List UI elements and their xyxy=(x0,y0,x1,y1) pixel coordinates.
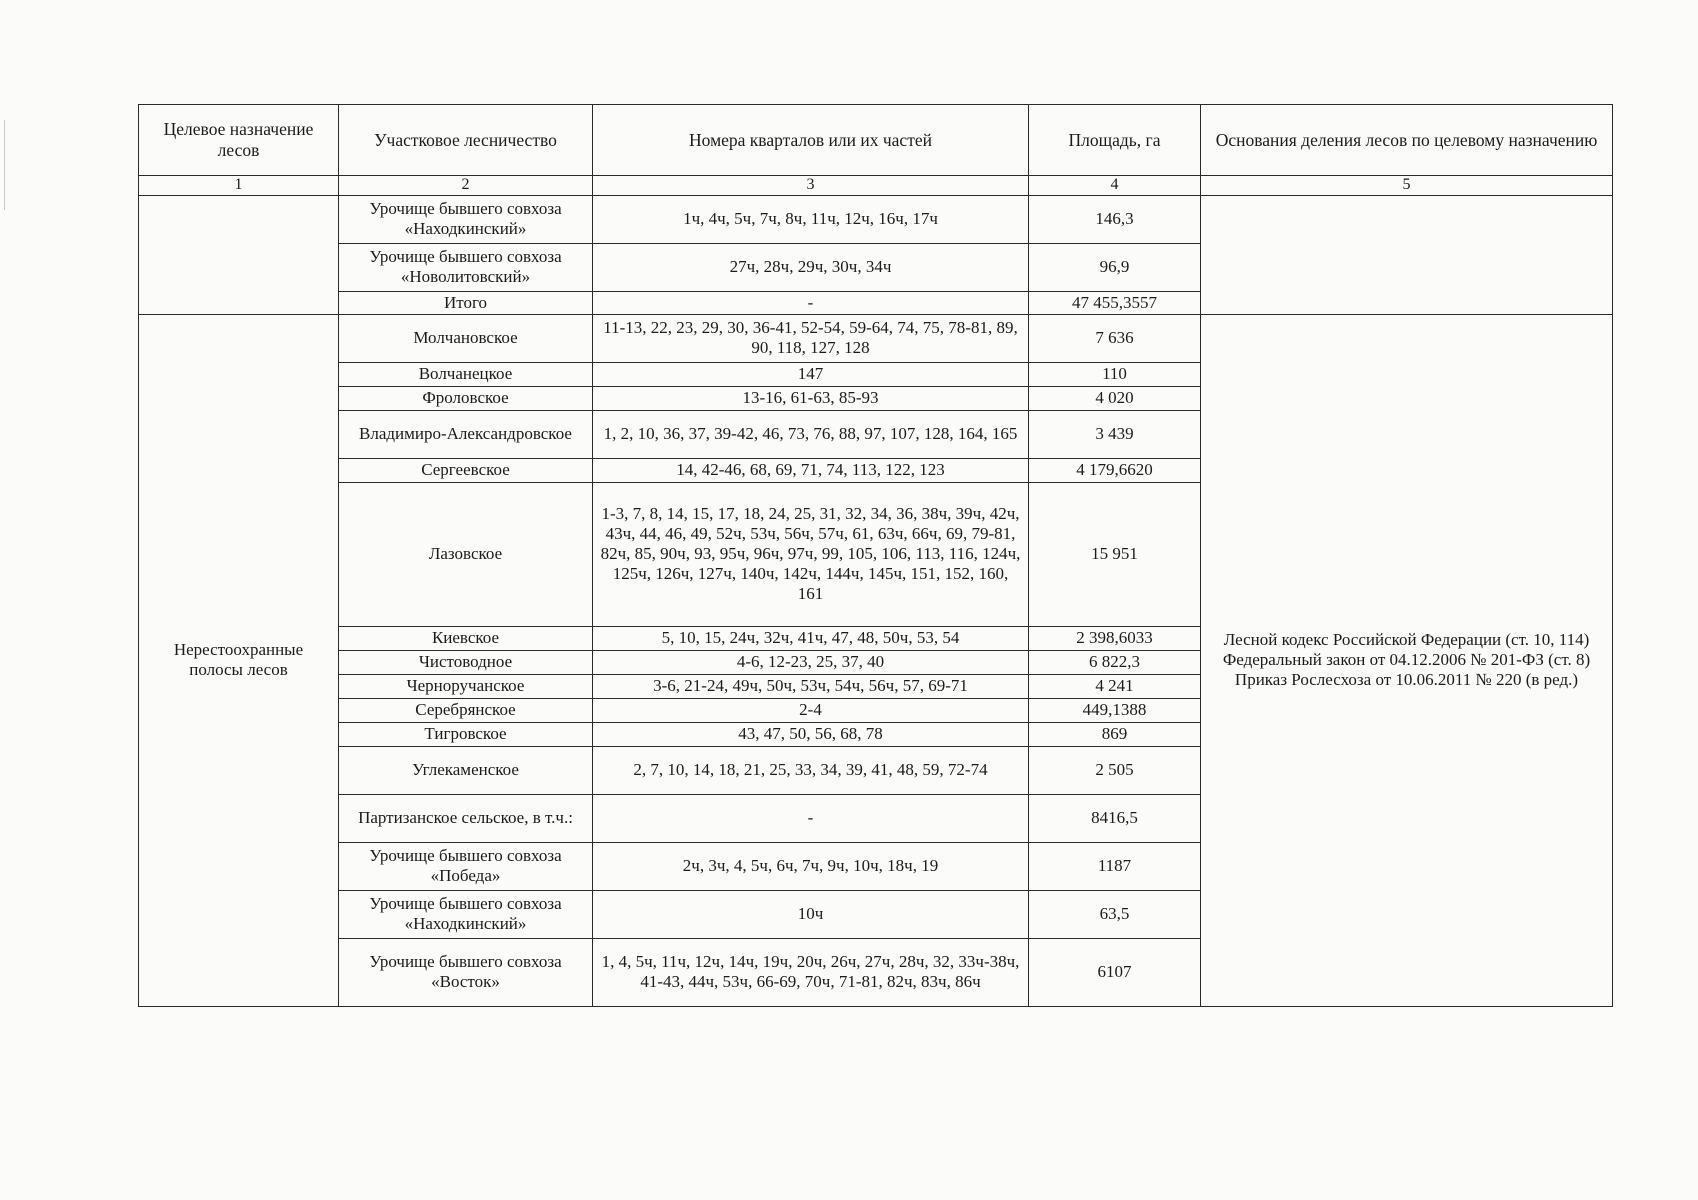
forestry-cell: Урочище бывшего совхоза «Победа» xyxy=(339,842,593,890)
purpose-cell-empty xyxy=(139,195,339,314)
forestry-cell: Партизанское сельское, в т.ч.: xyxy=(339,794,593,842)
forestry-cell: Тигровское xyxy=(339,722,593,746)
quarters-cell: 1ч, 4ч, 5ч, 7ч, 8ч, 11ч, 12ч, 16ч, 17ч xyxy=(593,195,1029,243)
forestry-cell: Урочище бывшего совхоза «Новолитовский» xyxy=(339,243,593,291)
quarters-cell: 1, 2, 10, 36, 37, 39-42, 46, 73, 76, 88, 97, 107, 128, 164, 165 xyxy=(593,410,1029,458)
quarters-cell: 4-6, 12-23, 25, 37, 40 xyxy=(593,650,1029,674)
forestry-cell: Урочище бывшего совхоза «Находкинский» xyxy=(339,890,593,938)
area-cell: 4 020 xyxy=(1029,386,1201,410)
area-cell: 8416,5 xyxy=(1029,794,1201,842)
quarters-cell: 27ч, 28ч, 29ч, 30ч, 34ч xyxy=(593,243,1029,291)
quarters-cell: 1, 4, 5ч, 11ч, 12ч, 14ч, 19ч, 20ч, 26ч, 27ч, 28ч, 32, 33ч-38ч, 41-43, 44ч, 53ч, 66-69, 70ч, 71-81, 82ч, 83ч, 86ч xyxy=(593,938,1029,1006)
quarters-cell: 14, 42-46, 68, 69, 71, 74, 113, 122, 123 xyxy=(593,458,1029,482)
header-basis: Основания деления лесов по целевому назначению xyxy=(1201,105,1613,176)
scan-edge-mark xyxy=(4,120,5,210)
area-cell: 63,5 xyxy=(1029,890,1201,938)
header-purpose: Целевое назначение лесов xyxy=(139,105,339,176)
area-cell: 869 xyxy=(1029,722,1201,746)
area-cell: 449,1388 xyxy=(1029,698,1201,722)
column-number: 5 xyxy=(1201,176,1613,196)
column-number: 1 xyxy=(139,176,339,196)
forestry-cell: Волчанецкое xyxy=(339,362,593,386)
quarters-cell: 2ч, 3ч, 4, 5ч, 6ч, 7ч, 9ч, 10ч, 18ч, 19 xyxy=(593,842,1029,890)
quarters-cell: - xyxy=(593,794,1029,842)
quarters-cell: 13-16, 61-63, 85-93 xyxy=(593,386,1029,410)
header-row xyxy=(139,105,1613,176)
column-number-row xyxy=(139,176,1613,196)
area-cell: 7 636 xyxy=(1029,314,1201,362)
quarters-cell: 11-13, 22, 23, 29, 30, 36-41, 52-54, 59-64, 74, 75, 78-81, 89, 90, 118, 127, 128 xyxy=(593,314,1029,362)
quarters-cell: 5, 10, 15, 24ч, 32ч, 41ч, 47, 48, 50ч, 53, 54 xyxy=(593,626,1029,650)
forestry-cell: Урочище бывшего совхоза «Восток» xyxy=(339,938,593,1006)
forest-division-table xyxy=(138,104,1613,1007)
basis-cell-empty xyxy=(1201,195,1613,314)
area-cell: 15 951 xyxy=(1029,482,1201,626)
area-cell: 96,9 xyxy=(1029,243,1201,291)
area-cell: 1187 xyxy=(1029,842,1201,890)
basis-cell: Лесной кодекс Российской Федерации (ст. 10, 114) Федеральный закон от 04.12.2006 № 201-ФЗ (ст. 8) Приказ Рослесхоза от 10.06.2011 № 220 (в ред.) xyxy=(1201,314,1613,1006)
quarters-cell: 3-6, 21-24, 49ч, 50ч, 53ч, 54ч, 56ч, 57, 69-71 xyxy=(593,674,1029,698)
column-number: 3 xyxy=(593,176,1029,196)
area-cell: 6107 xyxy=(1029,938,1201,1006)
table-row xyxy=(139,314,1613,362)
forestry-cell: Киевское xyxy=(339,626,593,650)
quarters-cell: 43, 47, 50, 56, 68, 78 xyxy=(593,722,1029,746)
area-cell: 2 505 xyxy=(1029,746,1201,794)
forestry-cell: Чистоводное xyxy=(339,650,593,674)
area-cell: 146,3 xyxy=(1029,195,1201,243)
forestry-cell: Фроловское xyxy=(339,386,593,410)
forestry-cell: Углекаменское xyxy=(339,746,593,794)
total-area: 47 455,3557 xyxy=(1029,291,1201,314)
area-cell: 4 241 xyxy=(1029,674,1201,698)
area-cell: 3 439 xyxy=(1029,410,1201,458)
quarters-cell: 1-3, 7, 8, 14, 15, 17, 18, 24, 25, 31, 32, 34, 36, 38ч, 39ч, 42ч, 43ч, 44, 46, 49, 52ч, 53ч, 56ч, 57ч, 61, 63ч, 66ч, 69, 79-81, 82ч, 85, 90ч, 93, 95ч, 96ч, 97ч, 99, 105, 106, 113, 116, 124ч, 125ч, 126ч, 127ч, 140ч, 142ч, 144ч, 145ч, 151, 152, 160, 161 xyxy=(593,482,1029,626)
forestry-cell: Черноручанское xyxy=(339,674,593,698)
total-quarters: - xyxy=(593,291,1029,314)
forestry-cell: Серебрянское xyxy=(339,698,593,722)
forestry-cell: Владимиро-Александровское xyxy=(339,410,593,458)
column-number: 4 xyxy=(1029,176,1201,196)
forestry-cell: Урочище бывшего совхоза «Находкинский» xyxy=(339,195,593,243)
purpose-cell: Нерестоохранные полосы лесов xyxy=(139,314,339,1006)
area-cell: 6 822,3 xyxy=(1029,650,1201,674)
forestry-cell: Молчановское xyxy=(339,314,593,362)
table-row xyxy=(139,195,1613,243)
area-cell: 4 179,6620 xyxy=(1029,458,1201,482)
quarters-cell: 10ч xyxy=(593,890,1029,938)
area-cell: 2 398,6033 xyxy=(1029,626,1201,650)
quarters-cell: 2-4 xyxy=(593,698,1029,722)
quarters-cell: 147 xyxy=(593,362,1029,386)
forestry-cell: Сергеевское xyxy=(339,458,593,482)
header-quarters: Номера кварталов или их частей xyxy=(593,105,1029,176)
column-number: 2 xyxy=(339,176,593,196)
document-sheet xyxy=(138,104,1612,1007)
header-forestry: Участковое лесничество xyxy=(339,105,593,176)
area-cell: 110 xyxy=(1029,362,1201,386)
header-area: Площадь, га xyxy=(1029,105,1201,176)
forestry-cell: Лазовское xyxy=(339,482,593,626)
total-label: Итого xyxy=(339,291,593,314)
quarters-cell: 2, 7, 10, 14, 18, 21, 25, 33, 34, 39, 41, 48, 59, 72-74 xyxy=(593,746,1029,794)
